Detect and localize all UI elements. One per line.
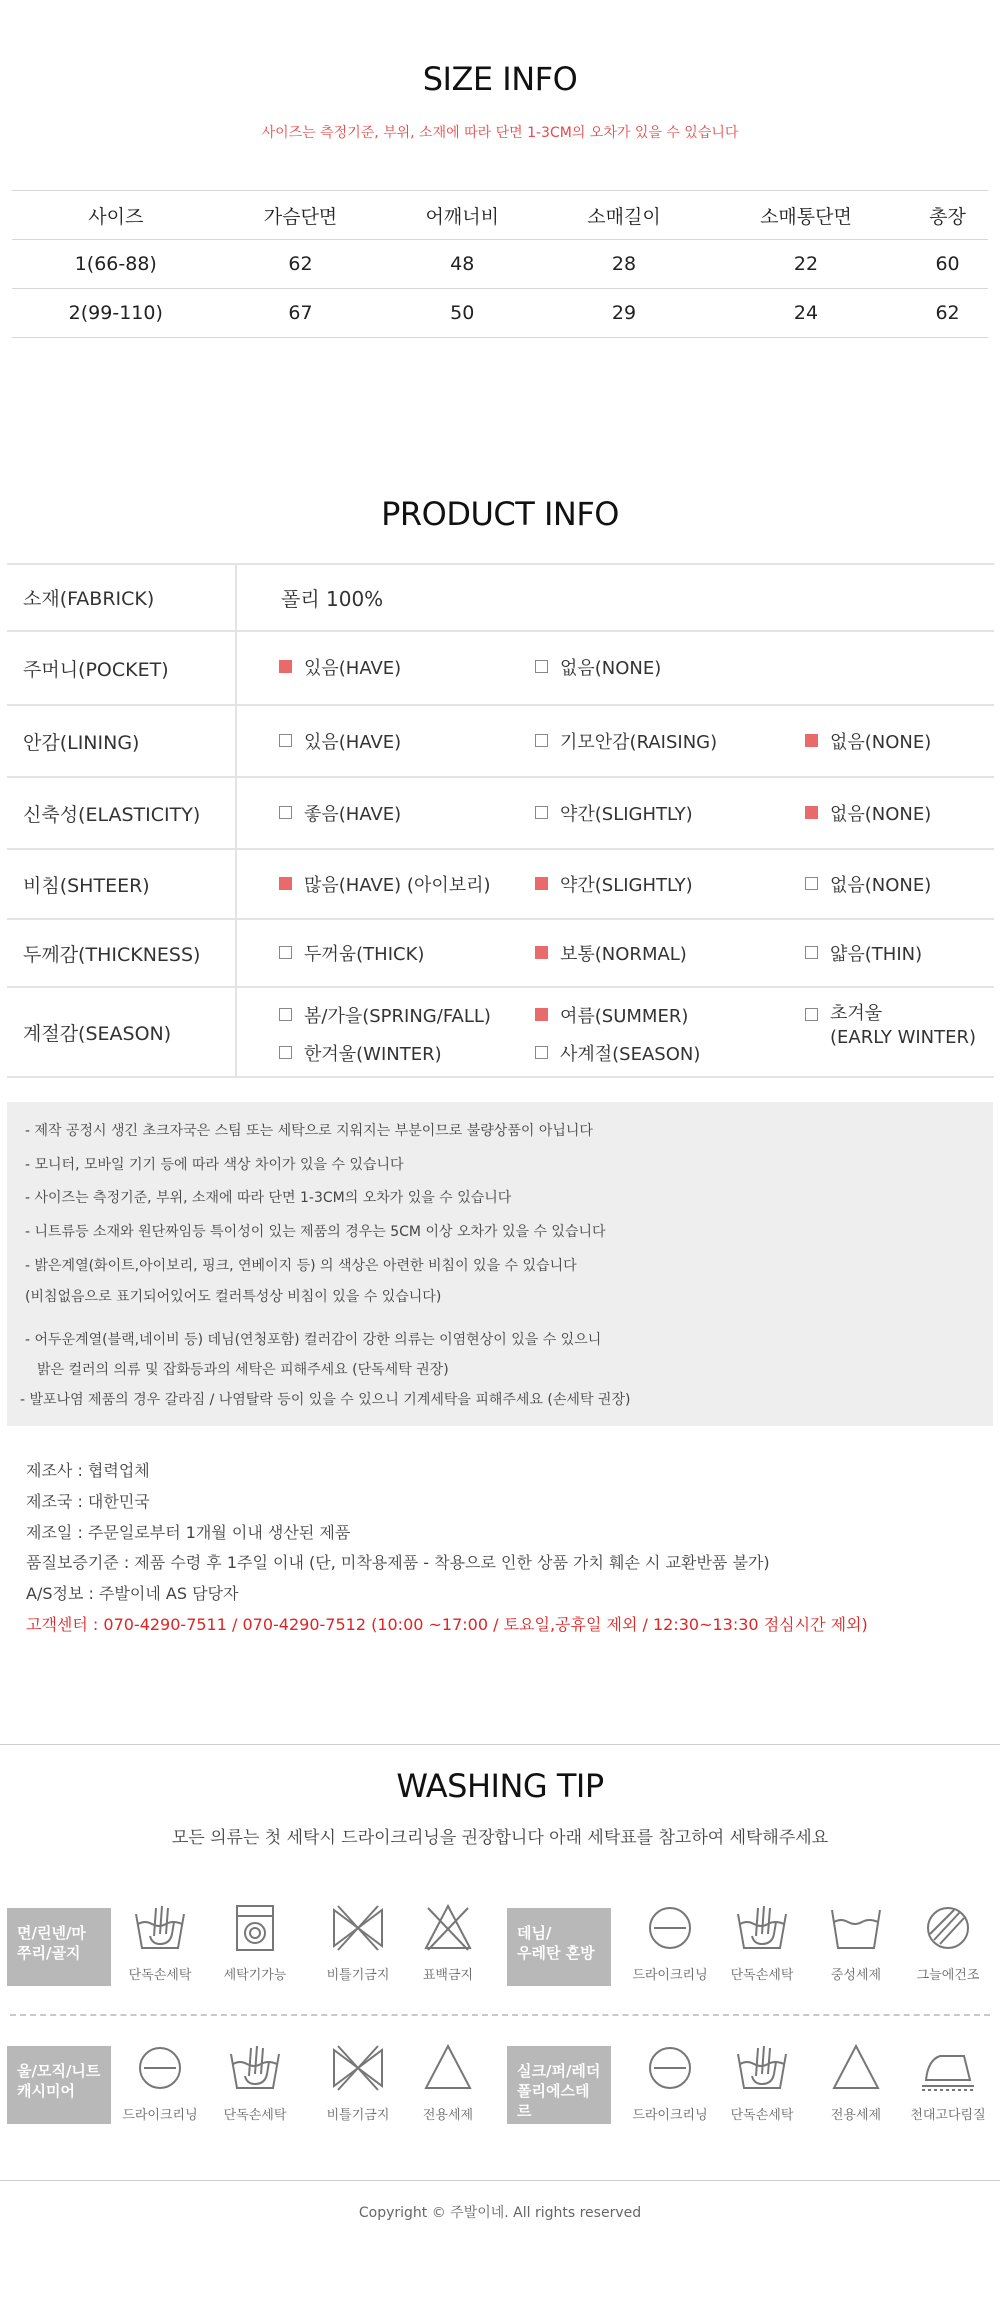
shoulder-col-header: 어깨너비 xyxy=(425,205,499,228)
wash-item xyxy=(205,2040,305,2123)
sheer-option-have xyxy=(279,871,491,897)
copyright-text: Copyright © 주발이네. All rights reserved xyxy=(358,2205,642,2221)
wash-caption: 천대고다림질 xyxy=(910,2108,986,2123)
option-label: 없음(NONE) xyxy=(830,804,932,825)
no-wring-icon xyxy=(328,2040,388,2096)
fabric-label: 소재(FABRICK) xyxy=(7,564,236,631)
thickness-label: 두께감(THICKNESS) xyxy=(7,919,236,987)
option-label: 보통(NORMAL) xyxy=(560,944,687,965)
table-cell: 48 xyxy=(450,253,475,275)
table-row xyxy=(12,240,988,289)
checkbox-unchecked xyxy=(535,734,548,747)
option-label: 봄/가을(SPRING/FALL) xyxy=(304,1006,491,1027)
table-cell: 2(99-110) xyxy=(68,302,163,324)
option-label: 없음(NONE) xyxy=(830,732,932,753)
option-label-line1: 초겨울 xyxy=(830,1003,883,1024)
checkbox-checked xyxy=(279,877,292,890)
as-info-line: A/S정보 : 주발이네 AS 담당자 xyxy=(26,1584,239,1603)
table-cell: 28 xyxy=(611,253,637,275)
wash-caption: 단독손세탁 xyxy=(223,2108,287,2123)
material-line: 데님/ xyxy=(517,1924,552,1942)
special-detergent-icon xyxy=(418,2040,478,2096)
option-label xyxy=(830,1002,976,1050)
wash-item xyxy=(806,2040,906,2123)
material-label-silk xyxy=(507,2046,611,2124)
sheer-option-slightly xyxy=(535,871,693,897)
season-option-spring-fall xyxy=(279,1002,491,1028)
elasticity-option-slightly xyxy=(535,800,693,826)
fabric-value: 폴리 100% xyxy=(281,587,384,611)
wash-item xyxy=(398,1900,498,1983)
chest-col-header: 가슴단면 xyxy=(263,205,338,228)
checkbox-checked xyxy=(535,1008,548,1021)
neutral-detergent-icon xyxy=(826,1900,886,1956)
wash-item xyxy=(398,2040,498,2123)
material-line: 캐시미어 xyxy=(17,2082,75,2100)
washing-tip-title: WASHING TIP xyxy=(396,1767,604,1805)
pocket-option-none xyxy=(535,654,661,680)
material-line: 울/모직/니트 xyxy=(17,2062,101,2080)
wash-caption: 전용세제 xyxy=(830,2108,882,2123)
size-table-header xyxy=(12,191,988,240)
season-option-winter xyxy=(279,1040,442,1066)
no-wring-icon xyxy=(328,1900,388,1956)
table-cell: 62 xyxy=(288,253,313,275)
thickness-option-normal xyxy=(535,940,687,966)
thickness-option-thin xyxy=(805,940,922,966)
notice-line: - 니트류등 소재와 원단짜임등 특이성이 있는 제품의 경우는 5CM 이상 오차가 있을 수 있습니다 xyxy=(25,1224,606,1240)
wash-item xyxy=(620,2040,720,2123)
table-row xyxy=(7,777,994,849)
wash-item xyxy=(712,1900,812,1983)
table-cell: 62 xyxy=(935,302,960,324)
wash-item xyxy=(898,2040,998,2123)
lining-option-raising xyxy=(535,728,717,754)
size-col-header: 사이즈 xyxy=(88,205,144,228)
option-label: 사계절(SEASON) xyxy=(560,1044,701,1065)
option-label: 기모안감(RAISING) xyxy=(560,732,718,753)
checkbox-unchecked xyxy=(279,734,292,747)
hand-wash-icon xyxy=(732,2040,792,2096)
season-option-early-winter xyxy=(805,1002,976,1050)
checkbox-checked xyxy=(805,734,818,747)
material-label-cotton xyxy=(7,1908,111,1986)
notice-line: - 제작 공정시 생긴 초크자국은 스팀 또는 세탁으로 지워지는 부분이므로 불량상품이 아닙니다 xyxy=(25,1123,593,1139)
country-line: 제조국 : 대한민국 xyxy=(26,1492,150,1511)
season-label: 계절감(SEASON) xyxy=(7,987,236,1077)
notice-line: - 모니터, 모바일 기기 등에 따라 색상 차이가 있을 수 있습니다 xyxy=(25,1157,404,1173)
elasticity-label: 신축성(ELASTICITY) xyxy=(7,777,236,849)
checkbox-unchecked xyxy=(535,806,548,819)
notice-line: - 사이즈는 측정기준, 부위, 소재에 따라 단면 1-3CM의 오차가 있을 수 있습니다 xyxy=(25,1190,512,1206)
option-label: 여름(SUMMER) xyxy=(560,1006,689,1027)
table-cell: 1(66-88) xyxy=(74,253,157,275)
wash-item xyxy=(110,2040,210,2123)
hand-wash-icon xyxy=(225,2040,285,2096)
total-length-col-header: 총장 xyxy=(929,205,966,228)
wash-caption: 단독손세탁 xyxy=(128,1968,192,1983)
table-row xyxy=(12,289,988,338)
size-info-note: 사이즈는 측정기준, 부위, 소재에 따라 단면 1-3CM의 오차가 있을 수 있습니다 xyxy=(261,125,739,141)
washing-machine-icon xyxy=(225,1900,285,1956)
table-cell: 60 xyxy=(935,253,960,275)
elasticity-option-none xyxy=(805,800,931,826)
table-cell: 67 xyxy=(288,302,313,324)
wash-caption: 그늘에건조 xyxy=(916,1968,980,1983)
notice-line: (비침없음으로 표기되어있어도 컬러특성상 비침이 있을 수 있습니다) xyxy=(25,1289,442,1305)
checkbox-unchecked xyxy=(279,1046,292,1059)
shade-dry-icon xyxy=(918,1900,978,1956)
product-info-title: PRODUCT INFO xyxy=(381,495,619,533)
wash-caption: 세탁기가능 xyxy=(223,1968,287,1983)
wash-caption: 비틀기금지 xyxy=(326,1968,390,1983)
checkbox-unchecked xyxy=(805,946,818,959)
checkbox-unchecked xyxy=(535,1046,548,1059)
sheer-option-none xyxy=(805,871,931,897)
lining-label: 안감(LINING) xyxy=(7,705,236,777)
wash-caption: 비틀기금지 xyxy=(326,2108,390,2123)
hand-wash-icon xyxy=(732,1900,792,1956)
checkbox-unchecked xyxy=(535,660,548,673)
option-label-line2: (EARLY WINTER) xyxy=(830,1027,977,1048)
pocket-label: 주머니(POCKET) xyxy=(7,631,236,705)
notice-line: - 발포나염 제품의 경우 갈라짐 / 나염탈락 등이 있을 수 있으니 기계세탁을 피해주세요 (손세탁 권장) xyxy=(20,1392,631,1408)
notice-line: - 어두운계열(블랙,네이비 등) 데님(연청포함) 컬러감이 강한 의류는 이염현상이 있을 수 있으니 xyxy=(25,1332,602,1348)
wash-item xyxy=(712,2040,812,2123)
season-option-all-season xyxy=(535,1040,700,1066)
wash-caption: 단독손세탁 xyxy=(730,1968,794,1983)
checkbox-checked xyxy=(279,660,292,673)
elasticity-option-have xyxy=(279,800,401,826)
table-row xyxy=(7,631,994,705)
footer-divider xyxy=(0,2180,1000,2181)
checkbox-checked xyxy=(805,806,818,819)
hand-wash-icon xyxy=(130,1900,190,1956)
notice-line: - 밝은계열(화이트,아이보리, 핑크, 연베이지 등) 의 색상은 아련한 비침이 있을 수 있습니다 xyxy=(25,1258,577,1274)
checkbox-unchecked xyxy=(279,946,292,959)
production-date-line: 제조일 : 주문일로부터 1개월 이내 생산된 제품 xyxy=(26,1523,351,1542)
table-row xyxy=(7,705,994,777)
table-row xyxy=(7,564,994,631)
material-line: 쭈리/골지 xyxy=(17,1944,81,1962)
material-line: 폴리에스테르 xyxy=(517,2082,590,2120)
size-info-title: SIZE INFO xyxy=(422,60,578,98)
customer-center-line: 고객센터 : 070-4290-7511 / 070-4290-7512 (10:00 ~17:00 / 토요일,공휴일 제외 / 12:30~13:30 점심시간 제외) xyxy=(26,1615,868,1634)
warranty-line: 품질보증기준 : 제품 수령 후 1주일 이내 (단, 미착용제품 - 착용으로 인한 상품 가치 훼손 시 교환반품 불가) xyxy=(26,1553,770,1572)
washing-tip-subtitle: 모든 의류는 첫 세탁시 드라이크리닝을 권장합니다 아래 세탁표를 참고하여 세탁해주세요 xyxy=(171,1828,829,1848)
special-detergent-icon xyxy=(826,2040,886,2096)
wash-item xyxy=(806,1900,906,1983)
wash-item xyxy=(205,1900,305,1983)
wash-item xyxy=(308,2040,408,2123)
manufacturer-line: 제조사 : 협력업체 xyxy=(26,1461,150,1480)
sheer-label: 비침(SHTEER) xyxy=(7,849,236,919)
option-label: 얇음(THIN) xyxy=(830,944,923,965)
checkbox-checked xyxy=(535,877,548,890)
table-cell: 24 xyxy=(793,302,819,324)
option-label: 약간(SLIGHTLY) xyxy=(560,804,693,825)
option-label: 있음(HAVE) xyxy=(304,732,402,753)
wash-caption: 드라이크리닝 xyxy=(122,2108,198,2123)
product-info-table xyxy=(7,563,994,1078)
material-label-denim xyxy=(507,1908,611,1986)
wash-caption: 전용세제 xyxy=(422,2108,474,2123)
sleeve-length-col-header: 소매길이 xyxy=(587,205,661,228)
material-line: 면/린넨/마 xyxy=(17,1924,86,1942)
checkbox-unchecked xyxy=(805,1008,818,1021)
material-label-wool xyxy=(7,2046,111,2124)
table-row xyxy=(7,987,994,1077)
material-line: 실크/퍼/레더 xyxy=(517,2062,601,2080)
sleeve-width-col-header: 소매통단면 xyxy=(760,205,852,228)
option-label: 두꺼움(THICK) xyxy=(304,944,425,965)
option-label: 한겨울(WINTER) xyxy=(304,1044,442,1065)
notice-box xyxy=(7,1102,993,1426)
lining-option-have xyxy=(279,728,401,754)
material-line: 우레탄 혼방 xyxy=(517,1944,595,1962)
iron-cloth-icon xyxy=(918,2040,978,2096)
dry-clean-icon xyxy=(130,2040,190,2096)
table-row xyxy=(7,919,994,987)
table-cell: 22 xyxy=(793,253,819,275)
size-table xyxy=(12,190,988,338)
table-cell: 29 xyxy=(611,302,637,324)
wash-caption: 중성세제 xyxy=(830,1968,882,1983)
dashed-divider xyxy=(10,2014,990,2016)
option-label: 약간(SLIGHTLY) xyxy=(560,875,693,896)
wash-caption: 드라이크리닝 xyxy=(632,2108,708,2123)
checkbox-checked xyxy=(535,946,548,959)
dry-clean-icon xyxy=(640,1900,700,1956)
wash-caption: 단독손세탁 xyxy=(730,2108,794,2123)
wash-item xyxy=(308,1900,408,1983)
dry-clean-icon xyxy=(640,2040,700,2096)
checkbox-unchecked xyxy=(279,806,292,819)
wash-item xyxy=(620,1900,720,1983)
checkbox-unchecked xyxy=(805,877,818,890)
season-option-summer xyxy=(535,1002,688,1028)
pocket-option-have xyxy=(279,654,401,680)
option-label: 없음(NONE) xyxy=(830,875,932,896)
option-label: 있음(HAVE) xyxy=(304,658,402,679)
section-divider xyxy=(0,1744,1000,1745)
thickness-option-thick xyxy=(279,940,424,966)
wash-caption: 표백금지 xyxy=(422,1968,474,1983)
table-row xyxy=(7,849,994,919)
table-cell: 50 xyxy=(450,302,475,324)
wash-caption: 드라이크리닝 xyxy=(632,1968,708,1983)
wash-item xyxy=(110,1900,210,1983)
notice-line: 밝은 컬러의 의류 및 잡화등과의 세탁은 피해주세요 (단독세탁 권장) xyxy=(37,1362,449,1378)
option-label: 많음(HAVE) (아이보리) xyxy=(304,875,491,896)
checkbox-unchecked xyxy=(279,1008,292,1021)
no-bleach-icon xyxy=(418,1900,478,1956)
option-label: 없음(NONE) xyxy=(560,658,662,679)
wash-item xyxy=(898,1900,998,1983)
option-label: 좋음(HAVE) xyxy=(304,804,402,825)
lining-option-none xyxy=(805,728,931,754)
